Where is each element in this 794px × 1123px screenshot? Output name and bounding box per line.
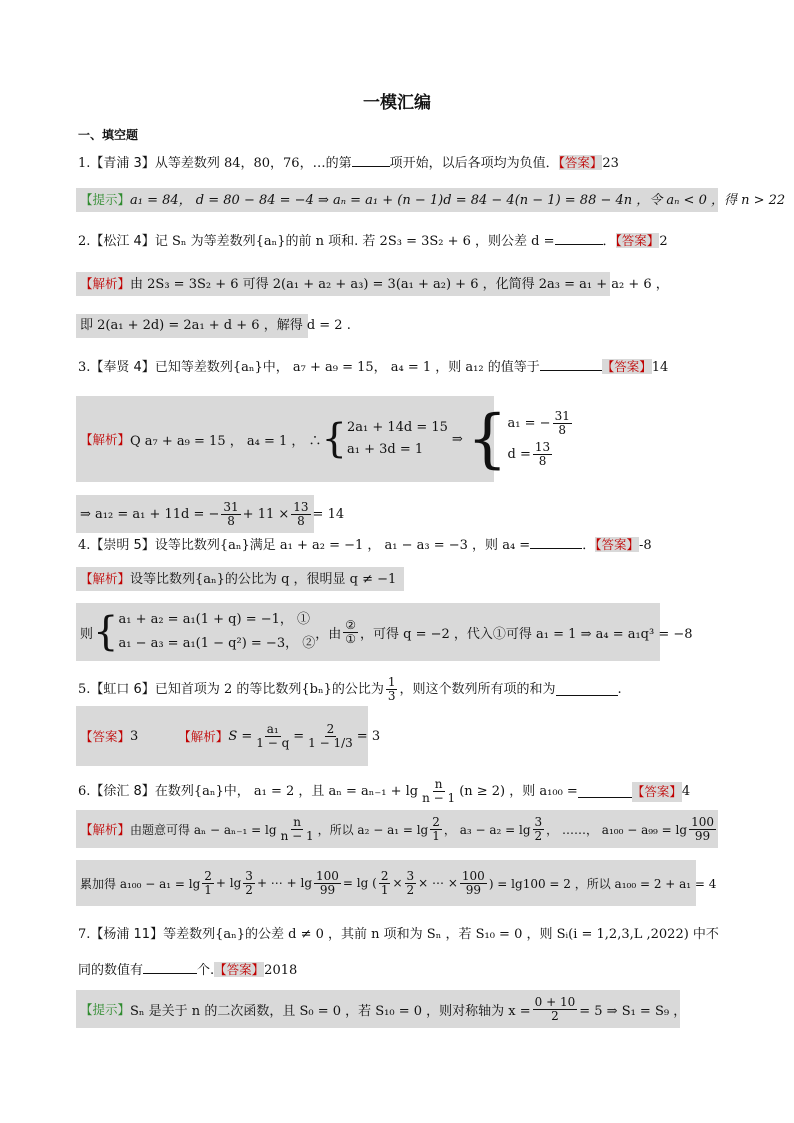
solution-box-4b: 则 { a₁ + a₂ = a₁(1 + q) = −1， ① a₁ − a₃ = a₁(1 − q²) = −3， ② ，由 $\frac{\text{②}}{\text{①}}$ ，可得 q = −2 ，代入①可得 a₁ = 1 ⇒ a₄ = a₁q³ = −8 — [76, 603, 660, 661]
question-2: 2.【松江 4】记 Sₙ 为等差数列{aₙ}的前 n 项和. 若 2S₃ = 3S₂ + 6 ，则公差 d = ．【答案】2 — [78, 233, 668, 249]
solution-box-3b: ⇒ a₁₂ = a₁ + 11d = − $\frac{31}{8}$ + 11 × $\frac{13}{8}$ = 14 — [76, 495, 314, 533]
answer-blank — [143, 961, 197, 974]
answer-blank — [530, 536, 582, 549]
solution-box-2a: 【解析】由 2S₃ = 3S₂ + 6 可得 2(a₁ + a₂ + a₃) = 3(a₁ + a₂) + 6 ，化简得 2a₃ = a₁ + a₂ + 6 ， — [76, 272, 610, 296]
page-title: 一模汇编 — [363, 93, 431, 113]
answer-box-5: 【答案】 3 【解析】 S = $\frac{\text{a₁}}{1 - q}$ = $\frac{2}{1 - 1/3}$ = 3 — [76, 706, 368, 766]
solution-box-3a: 【解析】 Q a₇ + a₉ = 15 ， a₄ = 1 ， ∴ { 2a₁ + 14d = 15 a₁ + 3d = 1 ⇒ { a₁ = − $\frac{31}{8}$ d = $\frac{13}{8}$ — [76, 396, 494, 482]
answer-blank — [556, 683, 618, 696]
solution-box-6b: 累加得 a₁₀₀ − a₁ = lg $\frac{2}{1}$ + lg $\frac{3}{2}$ + ⋯ + lg $\frac{100}{99}$ = lg ( $\frac{2}{1}$ × $\frac{3}{2}$ × ⋯ × $\frac{100}{99}$ ) = lg100 = 2 ，所以 a₁₀₀ = 2 + a₁ = 4 — [76, 860, 696, 906]
question-3: 3.【奉贤 4】已知等差数列{aₙ}中， a₇ + a₉ = 15， a₄ = 1 ，则 a₁₂ 的值等于 【答案】14 — [78, 359, 669, 375]
answer-blank — [578, 785, 632, 798]
question-1: 1.【青浦 3】从等差数列 84，80，76，…的第 项开始，以后各项均为负值．【答案】23 — [78, 155, 619, 171]
answer-blank — [540, 358, 602, 371]
question-7-line-1: 7.【杨浦 11】等差数列{aₙ}的公差 d ≠ 0 ，其前 n 项和为 Sₙ ，若 S₁₀ = 0 ，则 Sᵢ(i = 1,2,3,L ,2022) 中不 — [78, 927, 719, 942]
question-7-line-2: 同的数值有 个.【答案】2018 — [78, 962, 298, 978]
answer-blank — [555, 232, 603, 245]
solution-box-6a: 【解析】 由题意可得 aₙ − aₙ₋₁ = lg $\frac{n}{n - 1}$ ，所以 a₂ − a₁ = lg $\frac{2}{1}$ ， a₃ − a₂ = lg $\frac{3}{2}$ ， ……， a₁₀₀ − a₉₉ = lg $\frac{100}{99}$ — [76, 810, 718, 848]
hint-box-1: 【提示】a₁ = 84， d = 80 − 84 = −4 ⇒ aₙ = a₁ + (n − 1)d = 84 − 4(n − 1) = 88 − 4n ，令 aₙ < 0 ，得 n > 22 — [76, 188, 718, 212]
question-6: 6. 【徐汇 8】 在数列{aₙ}中， a₁ = 2 ，且 aₙ = aₙ₋₁ + lg $\frac{n}{n - 1}$ (n ≥ 2) ，则 a₁₀₀ = 【答案】 4 — [78, 777, 691, 805]
question-4: 4.【崇明 5】设等比数列{aₙ}满足 a₁ + a₂ = −1 ， a₁ − a₃ = −3 ，则 a₄ = ．【答案】-8 — [78, 537, 652, 553]
section-heading: 一、填空题 — [78, 128, 139, 142]
answer-blank — [352, 154, 390, 167]
hint-box-7: 【提示】 Sₙ 是关于 n 的二次函数，且 S₀ = 0 ，若 S₁₀ = 0 ，则对称轴为 x = $\frac{0 + 10}{2}$ = 5 ⇒ S₁ = S₉ ， — [76, 990, 680, 1028]
solution-box-4a: 【解析】设等比数列{aₙ}的公比为 q ，很明显 q ≠ −1 — [76, 567, 404, 591]
question-5: 5. 【虹口 6】 已知首项为 2 的等比数列{bₙ}的公比为 $\frac{1}{3}$ ，则这个数列所有项的和为 . — [78, 675, 622, 703]
solution-box-2b: 即 2(a₁ + 2d) = 2a₁ + d + 6 ，解得 d = 2 . — [76, 314, 308, 338]
